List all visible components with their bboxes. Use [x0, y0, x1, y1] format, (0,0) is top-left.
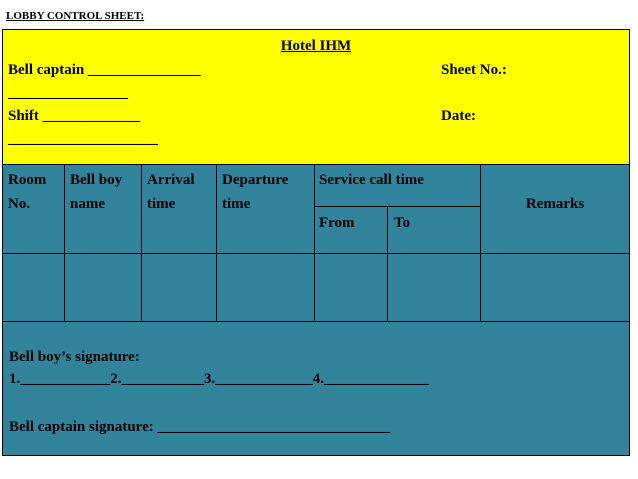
column-header-to	[388, 207, 481, 254]
data-cell-arrival[interactable]	[142, 254, 217, 322]
column-label-from: From	[319, 215, 355, 231]
date-label: Date:	[441, 108, 476, 124]
data-cell-bell-boy[interactable]	[65, 254, 142, 322]
column-header-arrival	[142, 165, 217, 254]
control-table	[3, 165, 629, 322]
column-label-room: Room No.	[8, 172, 47, 212]
bell-boy-signature-label: Bell boy’s signature:	[9, 349, 140, 365]
bell-captain-signature-field[interactable]: Bell captain signature: _______________________________	[9, 419, 390, 435]
column-label-bell-boy: Bell boy name	[70, 172, 123, 212]
data-cell-to[interactable]	[388, 254, 481, 322]
signature-section	[3, 322, 629, 455]
bell-captain-field[interactable]: Bell captain _______________	[8, 62, 201, 78]
sheet-header	[3, 30, 629, 165]
column-header-service-call	[315, 165, 481, 207]
data-cell-from[interactable]	[315, 254, 388, 322]
column-label-arrival: Arrival time	[147, 172, 195, 212]
column-header-from	[315, 207, 388, 254]
hotel-name: Hotel IHM	[280, 38, 352, 54]
data-cell-remarks[interactable]	[481, 254, 629, 322]
shift-field[interactable]: Shift _____________	[8, 108, 141, 124]
column-label-service-call: Service call time	[319, 172, 424, 188]
column-label-remarks: Remarks	[525, 196, 585, 212]
column-label-to: To	[394, 215, 411, 231]
column-label-departure: Departure time	[222, 172, 289, 212]
sheet-number-label: Sheet No.:	[441, 62, 507, 78]
column-header-remarks	[481, 165, 629, 254]
column-header-bell-boy	[65, 165, 142, 254]
data-cell-departure[interactable]	[217, 254, 315, 322]
lobby-control-sheet	[2, 29, 630, 456]
shift-field-continued[interactable]: ____________________	[8, 131, 158, 147]
data-cell-room[interactable]	[3, 254, 65, 322]
bell-boy-signature-lines[interactable]: 1.____________2.___________3._____________4.______________	[9, 371, 429, 387]
bell-captain-field-continued[interactable]: ________________	[8, 85, 128, 101]
column-header-departure	[217, 165, 315, 254]
page-title: LOBBY CONTROL SHEET:	[6, 10, 145, 22]
column-header-room	[3, 165, 65, 254]
